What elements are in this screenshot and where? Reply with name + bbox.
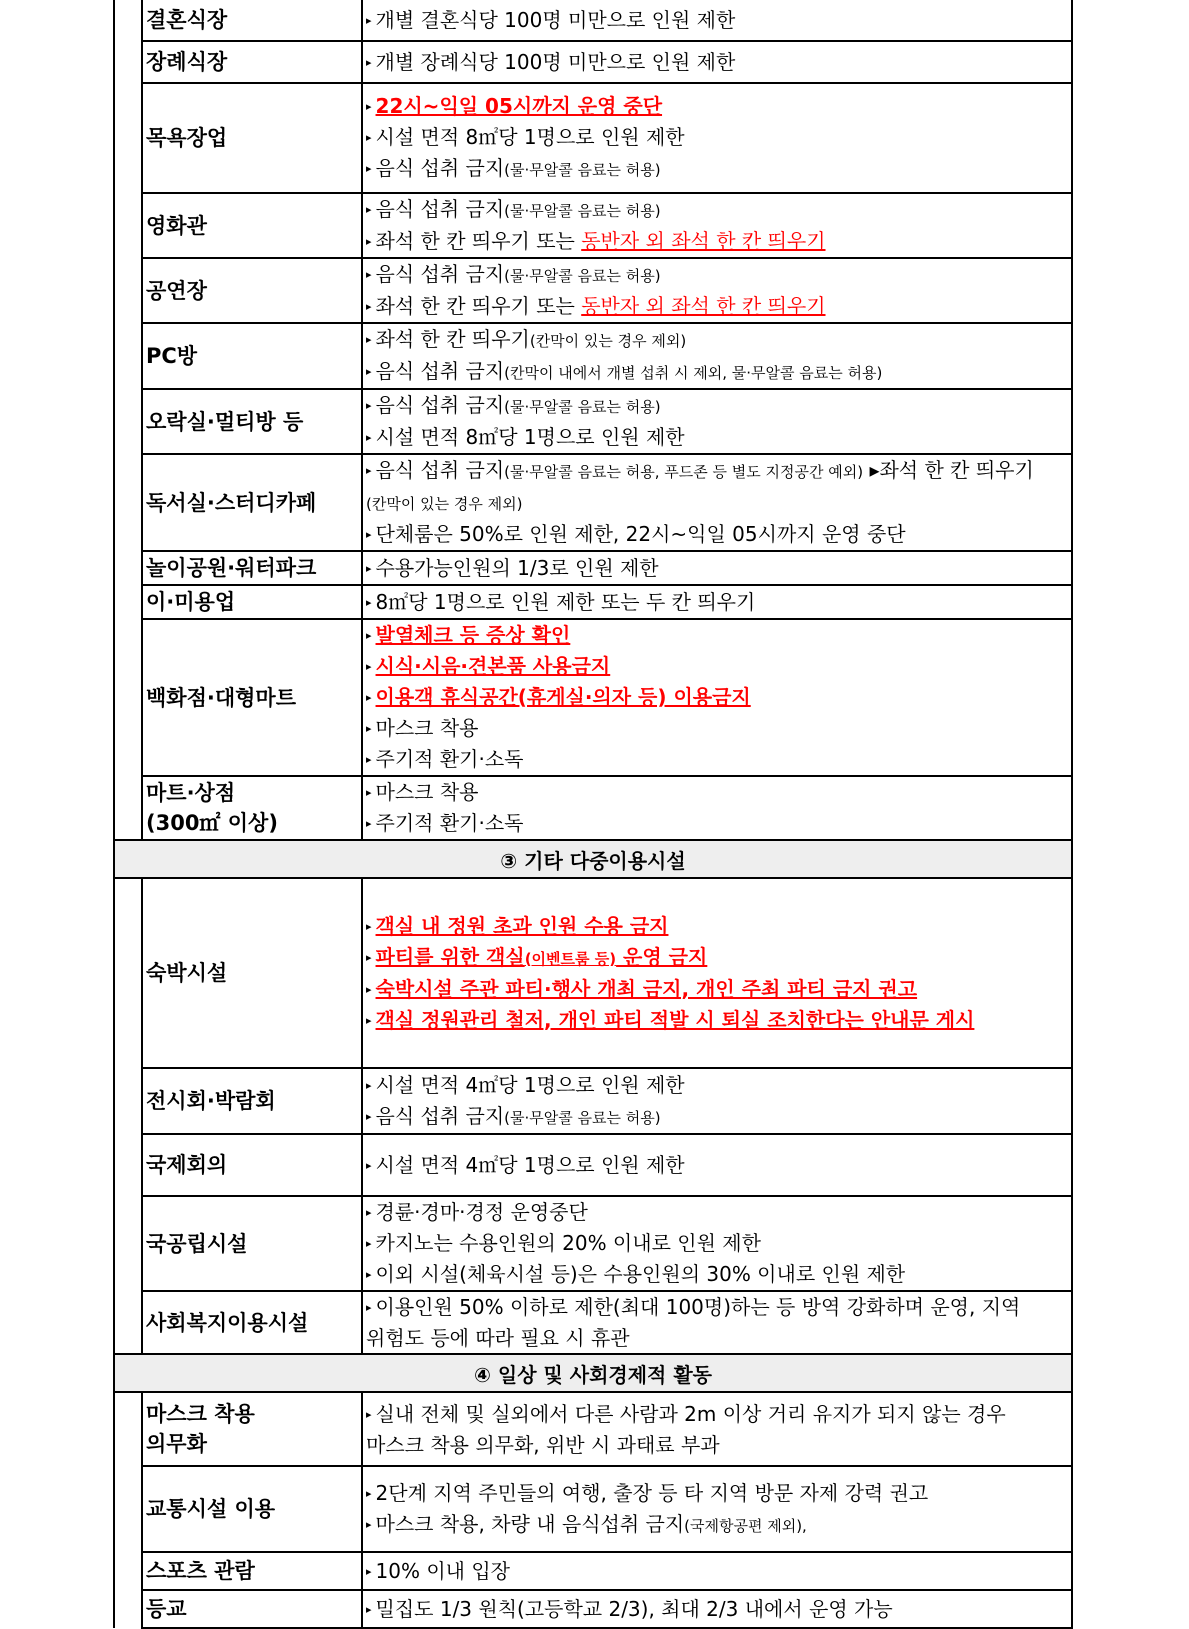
bullet-icon: ▸	[366, 1078, 372, 1092]
rule-line	[366, 1259, 1068, 1290]
rule-line	[366, 324, 1068, 356]
table-row	[114, 1068, 1072, 1134]
rule-details-cell	[362, 1291, 1072, 1354]
table-row	[114, 454, 1072, 551]
rule-text: 음식 섭취 금지	[375, 458, 505, 482]
rule-details-cell	[362, 41, 1072, 83]
rule-text: 음식 섭취 금지	[375, 262, 505, 286]
rule-text: 이용객 휴식공간(휴게실·의자 등) 이용금지	[375, 685, 751, 709]
rule-line	[366, 1594, 1068, 1625]
facility-block-4	[114, 1392, 1072, 1628]
rule-text: 단체룸은 50%로 인원 제한, 22시~익일 05시까지 운영 중단	[375, 522, 906, 546]
facility-name-cell	[142, 1466, 362, 1552]
facility-name-cell	[142, 1068, 362, 1134]
facility-name-cell	[142, 83, 362, 193]
rule-details-cell	[362, 551, 1072, 585]
facility-name: 스포츠 관람	[146, 1559, 255, 1583]
rule-line	[366, 587, 1068, 618]
bullet-icon: ▸	[366, 722, 372, 735]
rule-text: 개별 결혼식당 100명 미만으로 인원 제한	[375, 7, 736, 32]
rule-text: (물·무알콜 음료는 허용)	[504, 161, 661, 179]
rule-text: 객실 내 정원 초과 인원 수용 금지	[375, 913, 669, 938]
bullet-icon: ▸	[366, 1602, 372, 1616]
facility-name: 독서실·스터디카페	[146, 490, 317, 515]
bullet-icon: ▸	[366, 162, 372, 175]
rule-details-cell	[362, 776, 1072, 840]
rule-line	[366, 744, 1068, 775]
rule-text: (칸막이 있는 경우 제외)	[529, 332, 687, 350]
table-row	[114, 83, 1072, 193]
rule-line	[366, 47, 1068, 78]
facility-name: PC방	[146, 344, 198, 368]
facility-block-2	[114, 0, 1072, 840]
rule-line	[366, 390, 1068, 422]
bullet-icon: ▸	[366, 1206, 372, 1219]
rule-text: 마스크 착용, 차량 내 음식섭취 금지	[375, 1511, 685, 1536]
rule-line	[366, 777, 1068, 808]
rule-text: 좌석 한 칸 띄우기 또는	[375, 294, 582, 318]
table-row	[114, 323, 1072, 389]
facility-block-3	[114, 878, 1072, 1354]
rule-line	[366, 682, 1068, 713]
rule-text: 2단계 지역 주민들의 여행, 출장 등 타 지역 방문 자제 강력 권고	[375, 1480, 929, 1505]
bullet-icon: ▸	[366, 1109, 372, 1123]
rule-text: 발열체크 등 증상 확인	[375, 623, 571, 647]
facility-name: 등교	[146, 1597, 187, 1621]
facility-name: 전시회·박람회	[146, 1089, 276, 1113]
rule-line	[366, 1292, 1068, 1353]
rule-text: 시설 면적 8㎡당 1명으로 인원 제한	[375, 125, 685, 149]
rule-text: 카지노는 수용인원의 20% 이내로 인원 제한	[375, 1231, 761, 1255]
rule-line	[366, 194, 1068, 226]
facility-name: 교통시설 이용	[146, 1497, 276, 1521]
rule-line	[366, 651, 1068, 682]
facility-name-cell	[142, 323, 362, 389]
facility-name: 국제회의	[146, 1153, 228, 1177]
rule-text: 음식 섭취 금지	[375, 1103, 505, 1128]
rule-text: 시식·시음·견본품 사용금지	[375, 654, 611, 678]
facility-name-sub: 의무화	[146, 1432, 207, 1456]
rule-text: 22시~익일 05시까지 운영 중단	[375, 94, 663, 118]
regulation-table	[113, 0, 1073, 1629]
rule-details-cell	[362, 323, 1072, 389]
table-row	[114, 1392, 1072, 1466]
facility-name-cell	[142, 776, 362, 840]
rule-details-cell	[362, 1068, 1072, 1134]
facility-name: 장례식장	[146, 50, 228, 74]
rule-line	[366, 1197, 1068, 1228]
rule-line	[366, 5, 1068, 36]
rule-line	[366, 713, 1068, 744]
rule-details-cell	[362, 619, 1072, 776]
rule-text: (물·무알콜 음료는 허용, 푸드존 등 별도 지정공간 예외)	[504, 463, 864, 481]
facility-name-cell	[142, 389, 362, 454]
bullet-icon: ▸	[366, 919, 372, 933]
facility-name-cell	[142, 41, 362, 83]
rule-details-cell	[362, 258, 1072, 323]
rule-text: 수용가능인원의 1/3로 인원 제한	[375, 555, 659, 580]
rule-line	[366, 259, 1068, 291]
rule-text: 이외 시설(체육시설 등)은 수용인원의 30% 이내로 인원 제한	[375, 1262, 906, 1286]
rule-line	[366, 1005, 1068, 1036]
rule-text: 운영 금지	[616, 944, 708, 969]
rule-line	[366, 1399, 1068, 1460]
rule-text: ▸좌석 한 칸 띄우기	[863, 458, 1034, 482]
facility-name: 사회복지이용시설	[146, 1310, 309, 1335]
facility-name: 영화관	[146, 213, 207, 238]
rule-line	[366, 153, 1068, 185]
facility-name-cell	[142, 1552, 362, 1590]
bullet-icon: ▸	[366, 817, 372, 830]
rule-line	[366, 1509, 1068, 1541]
table-row	[114, 1134, 1072, 1196]
rule-line	[366, 620, 1068, 651]
rule-text: 8㎡당 1명으로 인원 제한 또는 두 칸 띄우기	[375, 589, 756, 614]
facility-name-cell	[142, 454, 362, 551]
rule-text: 좌석 한 칸 띄우기	[375, 327, 530, 351]
bullet-icon: ▸	[366, 982, 372, 996]
bullet-icon: ▸	[366, 660, 372, 673]
bullet-icon: ▸	[366, 1564, 372, 1578]
facility-name-cell	[142, 878, 362, 1068]
facility-name-cell	[142, 1291, 362, 1354]
table-row	[114, 41, 1072, 83]
table-row	[114, 1196, 1072, 1291]
bullet-icon: ▸	[366, 235, 372, 248]
rule-text: (물·무알콜 음료는 허용)	[504, 202, 661, 220]
rule-text: 파티를 위한 객실	[375, 944, 525, 969]
bullet-icon: ▸	[366, 365, 372, 378]
left-gutter-cell	[114, 1392, 142, 1628]
facility-name-cell	[142, 551, 362, 585]
rule-text: 객실 정원관리 철저, 개인 파티 적발 시 퇴실 조치한다는 안내문 게시	[375, 1007, 975, 1032]
facility-name: 숙박시설	[146, 961, 228, 985]
rule-text: 주기적 환기·소독	[375, 747, 524, 771]
rule-line	[366, 974, 1068, 1005]
rule-details-cell	[362, 83, 1072, 193]
facility-name-cell	[142, 585, 362, 619]
bullet-icon: ▸	[366, 1301, 372, 1314]
rule-line	[366, 911, 1068, 942]
rule-line	[366, 808, 1068, 839]
rule-text: 음식 섭취 금지	[375, 393, 505, 417]
left-gutter-cell	[114, 878, 142, 1354]
rule-line	[366, 455, 1068, 519]
facility-name: 백화점·대형마트	[146, 685, 296, 710]
rule-line	[366, 519, 1068, 550]
bullet-icon: ▸	[366, 595, 372, 609]
bullet-icon: ▸	[366, 268, 372, 281]
table-row	[114, 551, 1072, 585]
rule-line	[366, 1101, 1068, 1133]
bullet-icon: ▸	[366, 950, 372, 964]
rule-line	[366, 942, 1068, 974]
facility-name-cell	[142, 258, 362, 323]
section-heading-3: ③ 기타 다중이용시설	[114, 840, 1072, 878]
bullet-icon: ▸	[366, 464, 372, 477]
facility-name: 목욕장업	[146, 126, 228, 150]
rule-text: 경륜·경마·경정 운영중단	[375, 1200, 588, 1224]
bullet-icon: ▸	[366, 1517, 372, 1531]
bullet-icon: ▸	[366, 753, 372, 766]
rule-details-cell	[362, 0, 1072, 41]
section-heading-4: ④ 일상 및 사회경제적 활동	[114, 1354, 1072, 1392]
rule-line	[366, 291, 1068, 322]
rule-line	[366, 1228, 1068, 1259]
rule-text: 동반자 외 좌석 한 칸 띄우기	[581, 294, 826, 318]
rule-line	[366, 91, 1068, 122]
facility-name-cell	[142, 193, 362, 258]
rule-line	[366, 356, 1068, 388]
rule-text: 밀집도 1/3 원칙(고등학교 2/3), 최대 2/3 내에서 운영 가능	[375, 1596, 893, 1621]
facility-name: 오락실·멀티방 등	[146, 409, 304, 434]
bullet-icon: ▸	[366, 333, 372, 346]
rule-text: (칸막이 내에서 개별 섭취 시 제외, 물·무알콜 음료는 허용)	[504, 364, 883, 382]
rule-details-cell	[362, 585, 1072, 619]
bullet-icon: ▸	[366, 203, 372, 216]
rule-text: (이벤트룸 등)	[524, 949, 617, 968]
table-row	[114, 1291, 1072, 1354]
bullet-icon: ▸	[366, 1486, 372, 1500]
table-row	[114, 193, 1072, 258]
rule-text: (물·무알콜 음료는 허용)	[504, 398, 661, 416]
rule-line	[366, 226, 1068, 257]
bullet-icon: ▸	[366, 131, 372, 144]
facility-name: 국공립시설	[146, 1231, 248, 1256]
rule-details-cell	[362, 1590, 1072, 1628]
facility-name-cell	[142, 1134, 362, 1196]
table-row	[114, 0, 1072, 41]
bullet-icon: ▸	[366, 629, 372, 642]
table-row	[114, 1590, 1072, 1628]
rule-text: 동반자 외 좌석 한 칸 띄우기	[581, 229, 826, 253]
rule-text: (국제항공편 제외),	[684, 1516, 807, 1535]
bullet-icon: ▸	[366, 399, 372, 412]
rule-details-cell	[362, 1552, 1072, 1590]
bullet-icon: ▸	[366, 691, 372, 704]
rule-line	[366, 1070, 1068, 1101]
facility-name: 놀이공원·워터파크	[146, 556, 317, 580]
facility-name-cell	[142, 0, 362, 41]
left-gutter-cell	[114, 0, 142, 840]
bullet-icon: ▸	[366, 1268, 372, 1281]
rule-line	[366, 122, 1068, 153]
rule-line	[366, 1478, 1068, 1509]
facility-name-cell	[142, 1392, 362, 1466]
facility-name-cell	[142, 619, 362, 776]
bullet-icon: ▸	[366, 1158, 372, 1172]
rule-line	[366, 553, 1068, 584]
rule-text: 숙박시설 주관 파티·행사 개최 금지, 개인 주최 파티 금지 권고	[375, 976, 918, 1001]
bullet-icon: ▸	[366, 1407, 372, 1421]
facility-name: 결혼식장	[146, 8, 228, 32]
facility-name-cell	[142, 1196, 362, 1291]
rule-text: (물·무알콜 음료는 허용)	[504, 1108, 661, 1127]
rule-text: 시설 면적 4㎡당 1명으로 인원 제한	[375, 1072, 685, 1097]
facility-name-cell	[142, 1590, 362, 1628]
rule-text: 개별 장례식당 100명 미만으로 인원 제한	[375, 49, 736, 74]
rule-text: 시설 면적 4㎡당 1명으로 인원 제한	[375, 1152, 685, 1177]
bullet-icon: ▸	[366, 786, 372, 799]
rule-text: 음식 섭취 금지	[375, 156, 505, 180]
rule-line	[366, 1150, 1068, 1181]
rule-text: (칸막이 있는 경우 제외)	[366, 495, 523, 513]
rule-text: 마스크 착용	[375, 716, 479, 740]
bullet-icon: ▸	[366, 55, 372, 69]
rule-line	[366, 422, 1068, 453]
rule-text: 음식 섭취 금지	[375, 197, 505, 221]
rule-text: 실내 전체 및 실외에서 다른 사람과 2m 이상 거리 유지가 되지 않는 경우 마스크 착용 의무화, 위반 시 과태료 부과	[366, 1401, 1006, 1457]
rule-text: 음식 섭취 금지	[375, 359, 505, 383]
rule-text: 10% 이내 입장	[375, 1558, 510, 1583]
rule-details-cell	[362, 1196, 1072, 1291]
rule-details-cell	[362, 1134, 1072, 1196]
rule-details-cell	[362, 193, 1072, 258]
bullet-icon: ▸	[366, 1237, 372, 1250]
facility-name: 공연장	[146, 278, 207, 303]
table-row	[114, 878, 1072, 1068]
rule-details-cell	[362, 878, 1072, 1068]
rule-text: 시설 면적 8㎡당 1명으로 인원 제한	[375, 425, 685, 449]
table-row	[114, 1552, 1072, 1590]
rule-text: (물·무알콜 음료는 허용)	[504, 267, 661, 285]
rule-line	[366, 1556, 1068, 1587]
rule-text: 좌석 한 칸 띄우기 또는	[375, 229, 582, 253]
table-row	[114, 619, 1072, 776]
table-row	[114, 776, 1072, 840]
bullet-icon: ▸	[366, 1013, 372, 1027]
facility-name: 이·미용업	[146, 590, 236, 614]
rule-details-cell	[362, 454, 1072, 551]
bullet-icon: ▸	[366, 431, 372, 444]
bullet-icon: ▸	[366, 100, 372, 113]
facility-name-sub: (300㎡ 이상)	[146, 811, 278, 835]
section-row	[114, 1354, 1072, 1392]
rule-text: 주기적 환기·소독	[375, 811, 524, 835]
bullet-icon: ▸	[366, 300, 372, 313]
rule-details-cell	[362, 389, 1072, 454]
facility-name: 마스크 착용	[146, 1402, 255, 1426]
rule-text: 마스크 착용	[375, 780, 479, 804]
rule-details-cell	[362, 1392, 1072, 1466]
bullet-icon: ▸	[366, 561, 372, 575]
section-row	[114, 840, 1072, 878]
table-row	[114, 258, 1072, 323]
rule-text: 이용인원 50% 이하로 제한(최대 100명)하는 등 방역 강화하며 운영, 지역 위험도 등에 따라 필요 시 휴관	[366, 1295, 1021, 1350]
table-row	[114, 389, 1072, 454]
bullet-icon: ▸	[366, 528, 372, 541]
rule-details-cell	[362, 1466, 1072, 1552]
table-row	[114, 585, 1072, 619]
facility-name: 마트·상점	[146, 781, 236, 805]
table-row	[114, 1466, 1072, 1552]
bullet-icon: ▸	[366, 13, 372, 27]
